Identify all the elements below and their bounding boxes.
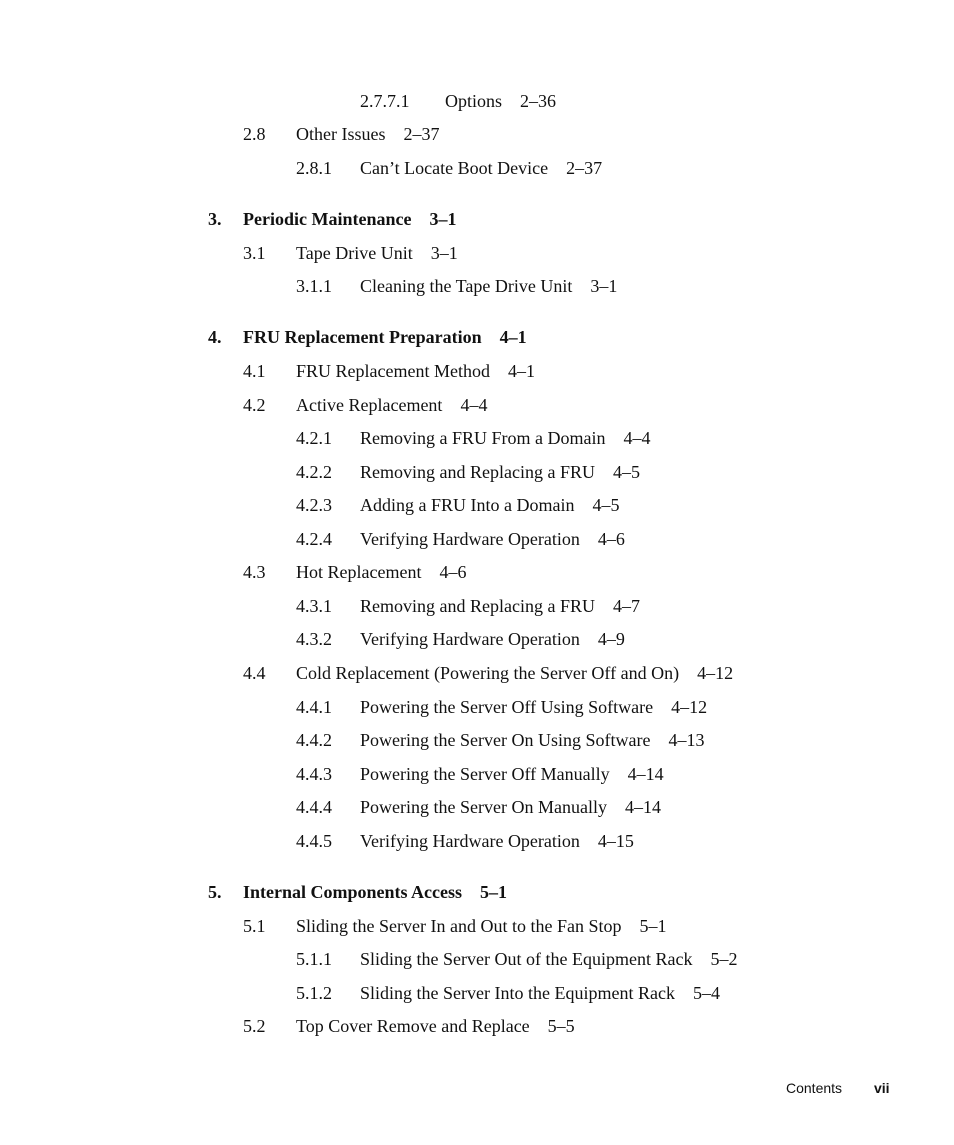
toc-entry-number: 4.4.2 <box>296 730 332 750</box>
toc-entry-page: 5–1 <box>480 882 507 902</box>
toc-entry-title: Powering the Server Off Using Software <box>360 697 654 717</box>
toc-entry-number: 4.4.5 <box>296 831 332 851</box>
toc-entry-number: 3.1.1 <box>296 276 332 296</box>
toc-entry-page: 2–37 <box>403 124 440 144</box>
toc-entry-number: 4.3 <box>243 562 266 582</box>
toc-entry-number: 5.1.2 <box>296 983 332 1003</box>
toc-entry-page: 4–15 <box>597 831 634 851</box>
toc-entry-title: Can’t Locate Boot Device <box>360 158 549 178</box>
toc-entry-page: 4–7 <box>612 596 640 616</box>
toc-entry-title: Powering the Server On Using Software <box>360 730 651 750</box>
toc-entry-title: FRU Replacement Method <box>296 361 490 381</box>
toc-entry-title: Removing a FRU From a Domain <box>360 428 606 448</box>
toc-entry-title: Verifying Hardware Operation <box>360 529 580 549</box>
toc-entry-title: Sliding the Server Into the Equipment Rack <box>360 983 675 1003</box>
toc-entry-page: 3–1 <box>429 209 457 229</box>
toc-entry-title: Periodic Maintenance <box>243 209 412 229</box>
toc-entry-number: 4.4 <box>243 663 266 683</box>
toc-entry-page: 4–6 <box>439 562 467 582</box>
toc-entry-page: 4–14 <box>624 797 661 817</box>
toc-entry-page: 4–6 <box>597 529 625 549</box>
toc-entry-title: Removing and Replacing a FRU <box>360 462 595 482</box>
toc-entry-page: 5–1 <box>639 916 667 936</box>
toc-entry-page: 3–1 <box>590 276 618 296</box>
toc-entry-page: 2–37 <box>566 158 603 178</box>
toc-entry-number: 3.1 <box>243 243 266 263</box>
toc-entry-number: 5. <box>208 882 222 902</box>
toc-entry-number: 4.3.2 <box>296 629 332 649</box>
toc-entry-title: Hot Replacement <box>296 562 422 582</box>
toc-entry-number: 4.2.1 <box>296 428 332 448</box>
toc-entry-number: 4.4.4 <box>296 797 332 817</box>
footer-page-number: vii <box>874 1080 890 1096</box>
toc-entry-number: 5.2 <box>243 1016 266 1036</box>
toc-entry-page: 4–5 <box>592 495 620 515</box>
toc-entry-title: Tape Drive Unit <box>296 243 413 263</box>
toc-entry-title: Adding a FRU Into a Domain <box>360 495 575 515</box>
toc-entry-title: Sliding the Server In and Out to the Fan Stop <box>296 916 622 936</box>
toc-entry-title: Powering the Server On Manually <box>360 797 607 817</box>
toc-entry-page: 4–4 <box>460 395 488 415</box>
toc-entry-page: 5–2 <box>710 949 738 969</box>
toc-entry-title: FRU Replacement Preparation <box>243 327 482 347</box>
toc-entry-number: 4.2.4 <box>296 529 332 549</box>
toc-entry-title: Internal Components Access <box>243 882 462 902</box>
toc-entry-title: Verifying Hardware Operation <box>360 831 580 851</box>
toc-entry-title: Powering the Server Off Manually <box>360 764 610 784</box>
footer-section-label: Contents <box>786 1080 843 1096</box>
toc-entry-page: 4–5 <box>612 462 640 482</box>
toc-entry-number: 5.1.1 <box>296 949 332 969</box>
toc-entry-page: 4–1 <box>507 361 535 381</box>
toc-entry-title: Verifying Hardware Operation <box>360 629 580 649</box>
toc-entry-page: 2–36 <box>520 91 557 111</box>
toc-entry-number: 4.2.2 <box>296 462 332 482</box>
toc-entry-title: Sliding the Server Out of the Equipment Rack <box>360 949 693 969</box>
toc-entry-page: 3–1 <box>430 243 458 263</box>
toc-entry-number: 4. <box>208 327 222 347</box>
toc-entry-title: Active Replacement <box>296 395 443 415</box>
toc-entry-title: Other Issues <box>296 124 386 144</box>
toc-entry-page: 4–14 <box>627 764 664 784</box>
toc-entry-number: 4.3.1 <box>296 596 332 616</box>
toc-entry-page: 5–5 <box>547 1016 575 1036</box>
toc-entry-number: 4.4.3 <box>296 764 332 784</box>
toc-entry-number: 5.1 <box>243 916 266 936</box>
toc-entry-number: 3. <box>208 209 222 229</box>
toc-entry-number: 4.2.3 <box>296 495 332 515</box>
toc-entry-number: 2.7.7.1 <box>360 91 410 111</box>
toc-entry-number: 4.1 <box>243 361 266 381</box>
toc-entry-page: 5–4 <box>692 983 720 1003</box>
toc-entry-number: 4.4.1 <box>296 697 332 717</box>
toc-entry-number: 2.8.1 <box>296 158 332 178</box>
toc-entry-number: 4.2 <box>243 395 266 415</box>
toc-entry-page: 4–1 <box>499 327 527 347</box>
toc-entry-number: 2.8 <box>243 124 266 144</box>
toc-entry-page: 4–12 <box>671 697 708 717</box>
toc-entry-title: Options <box>445 91 503 111</box>
toc-entry-page: 4–4 <box>623 428 651 448</box>
toc-entry-title: Cold Replacement (Powering the Server Off and On) <box>296 663 680 683</box>
toc-entry-title: Top Cover Remove and Replace <box>296 1016 530 1036</box>
toc-entry-page: 4–9 <box>597 629 625 649</box>
toc-entry-title: Removing and Replacing a FRU <box>360 596 595 616</box>
toc-entry-title: Cleaning the Tape Drive Unit <box>360 276 573 296</box>
toc-entry-page: 4–12 <box>697 663 734 683</box>
toc-entry-page: 4–13 <box>668 730 705 750</box>
